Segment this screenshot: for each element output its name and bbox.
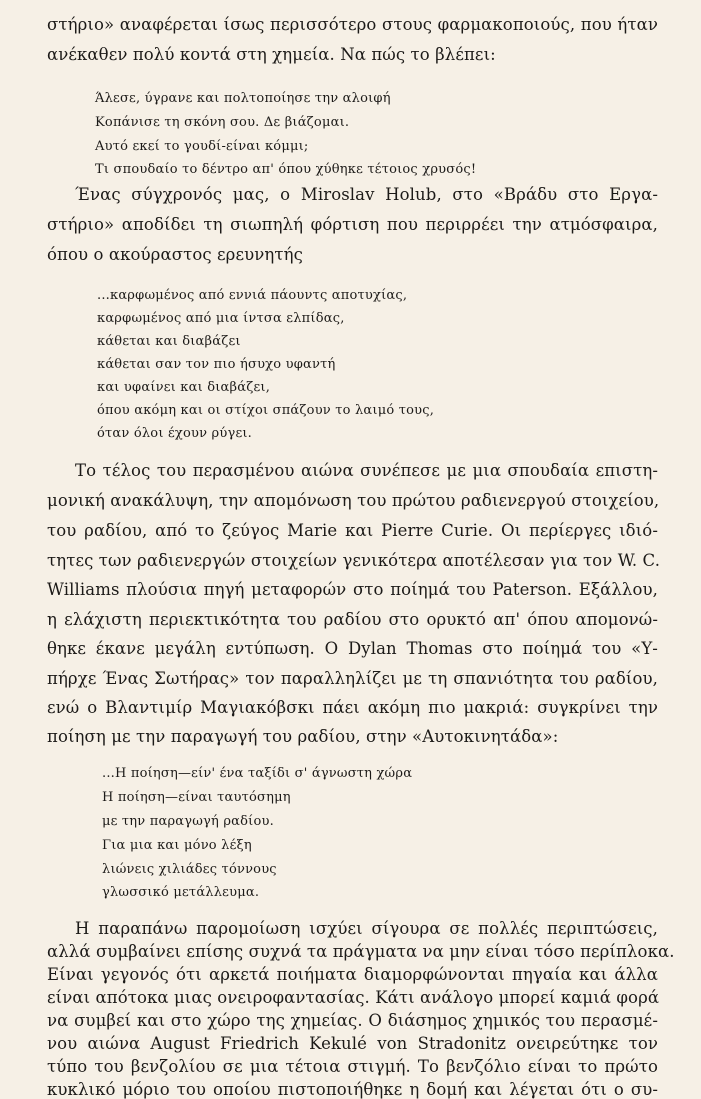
verse-line: γλωσσικό μετάλλευμα. xyxy=(102,885,260,900)
text-line: θηκε έκανε μεγάλη εντύπωση. Ο Dylan Thomas στο ποίημά του «Υ- xyxy=(47,639,658,658)
text-line: Είναι γεγονός ότι αρκετά ποιήματα διαμορφώνονται πηγαία και άλλα xyxy=(47,965,658,984)
verse-line: Αυτό εκεί το γουδί-είναι κόμμι; xyxy=(95,139,309,154)
verse-line: ...καρφωμένος από εννιά πάουντς αποτυχίας, xyxy=(97,288,408,303)
verse-line: Η ποίηση—είναι ταυτόσημη xyxy=(102,790,291,805)
text-line: τητες των ραδιενεργών στοιχείων γενικότερα αποτέλεσαν για τον W. C. xyxy=(47,551,661,570)
text-line: αλλά συμβαίνει επίσης συχνά τα πράγματα να μην είναι τόσο περίπλοκα. xyxy=(47,942,675,961)
verse-line: ...Η ποίηση—είν' ένα ταξίδι σ' άγνωστη χώρα xyxy=(102,766,413,781)
text-line: Το τέλος του περασμένου αιώνα συνέπεσε με μια σπουδαία επιστη- xyxy=(75,461,658,480)
text-line: όπου ο ακούραστος ερευνητής xyxy=(47,245,303,264)
text-line: να συμβεί και στο χώρο της χημείας. Ο διάσημος χημικός του περασμέ- xyxy=(47,1011,658,1030)
text-line: πήρχε Ένας Σωτήρας» τον παραλληλίζει με τη σπανιότητα του ραδίου, xyxy=(47,669,658,688)
text-line: νου αιώνα August Friedrich Kekulé von Stradonitz ονειρεύτηκε τον xyxy=(47,1034,658,1053)
text-line: κυκλικό μόριο του οποίου πιστοποιήθηκε η δομή και λέγεται ότι ο συ- xyxy=(47,1080,658,1099)
verse-line: Κοπάνισε τη σκόνη σου. Δε βιάζομαι. xyxy=(95,115,350,130)
verse-line: με την παραγωγή ραδίου. xyxy=(102,814,274,829)
text-line: μονική ανακάλυψη, την απομόνωση του πρώτου ραδιενεργού στοιχείου, xyxy=(47,491,660,510)
verse-line: κάθεται σαν τον πιο ήσυχο υφαντή xyxy=(97,357,336,372)
text-line: είναι απότοκα μιας ονειροφαντασίας. Κάτι ανάλογο μπορεί καμιά φορά xyxy=(47,988,660,1007)
verse-line: και υφαίνει και διαβάζει, xyxy=(97,380,271,395)
verse-line: Άλεσε, ύγρανε και πολτοποίησε την αλοιφή xyxy=(95,91,391,106)
text-line: ανέκαθεν πολύ κοντά στη χημεία. Να πώς το βλέπει: xyxy=(47,45,496,64)
text-line: του ραδίου, από το ζεύγος Marie και Pierre Curie. Οι περίεργες ιδιό- xyxy=(47,521,658,540)
verse-line: Για μια και μόνο λέξη xyxy=(102,838,252,853)
text-line: στήριο» αναφέρεται ίσως περισσότερο στους φαρμακοποιούς, που ήταν xyxy=(47,15,658,34)
text-line: Η παραπάνω παρομοίωση ισχύει σίγουρα σε πολλές περιπτώσεις, xyxy=(75,919,658,938)
verse-line: Τι σπουδαίο το δέντρο απ' όπου χύθηκε τέτοιος χρυσός! xyxy=(95,162,477,177)
verse-line: λιώνεις χιλιάδες τόννους xyxy=(102,862,277,877)
text-line: η ελάχιστη περιεκτικότητα του ραδίου στο ορυκτό απ' όπου απομονώ- xyxy=(47,610,658,629)
text-line: Ένας σύγχρονός μας, ο Miroslav Holub, στο «Βράδυ στο Εργα- xyxy=(75,185,658,204)
verse-line: όταν όλοι έχουν ρύγει. xyxy=(97,426,253,441)
text-line: ενώ ο Βλαντιμίρ Μαγιακόβσκι πάει ακόμη πιο μακριά: συγκρίνει την xyxy=(47,698,658,717)
verse-line: όπου ακόμη και οι στίχοι σπάζουν το λαιμό τους, xyxy=(97,403,435,418)
text-line: Williams πλούσια πηγή μεταφορών στο ποίημά του Paterson. Εξάλλου, xyxy=(47,580,658,599)
text-line: στήριο» αποδίδει τη σιωπηλή φόρτιση που περιρρέει την ατμόσφαιρα, xyxy=(47,215,658,234)
text-line: τύπο του βενζολίου σε μια τέτοια στιγμή. Το βενζόλιο είναι το πρώτο xyxy=(47,1057,658,1076)
verse-line: κάθεται και διαβάζει xyxy=(97,334,241,349)
text-line: ποίηση με την παραγωγή του ραδίου, στην «Αυτοκινητάδα»: xyxy=(47,727,559,746)
verse-line: καρφωμένος από μια ίντσα ελπίδας, xyxy=(97,311,345,326)
